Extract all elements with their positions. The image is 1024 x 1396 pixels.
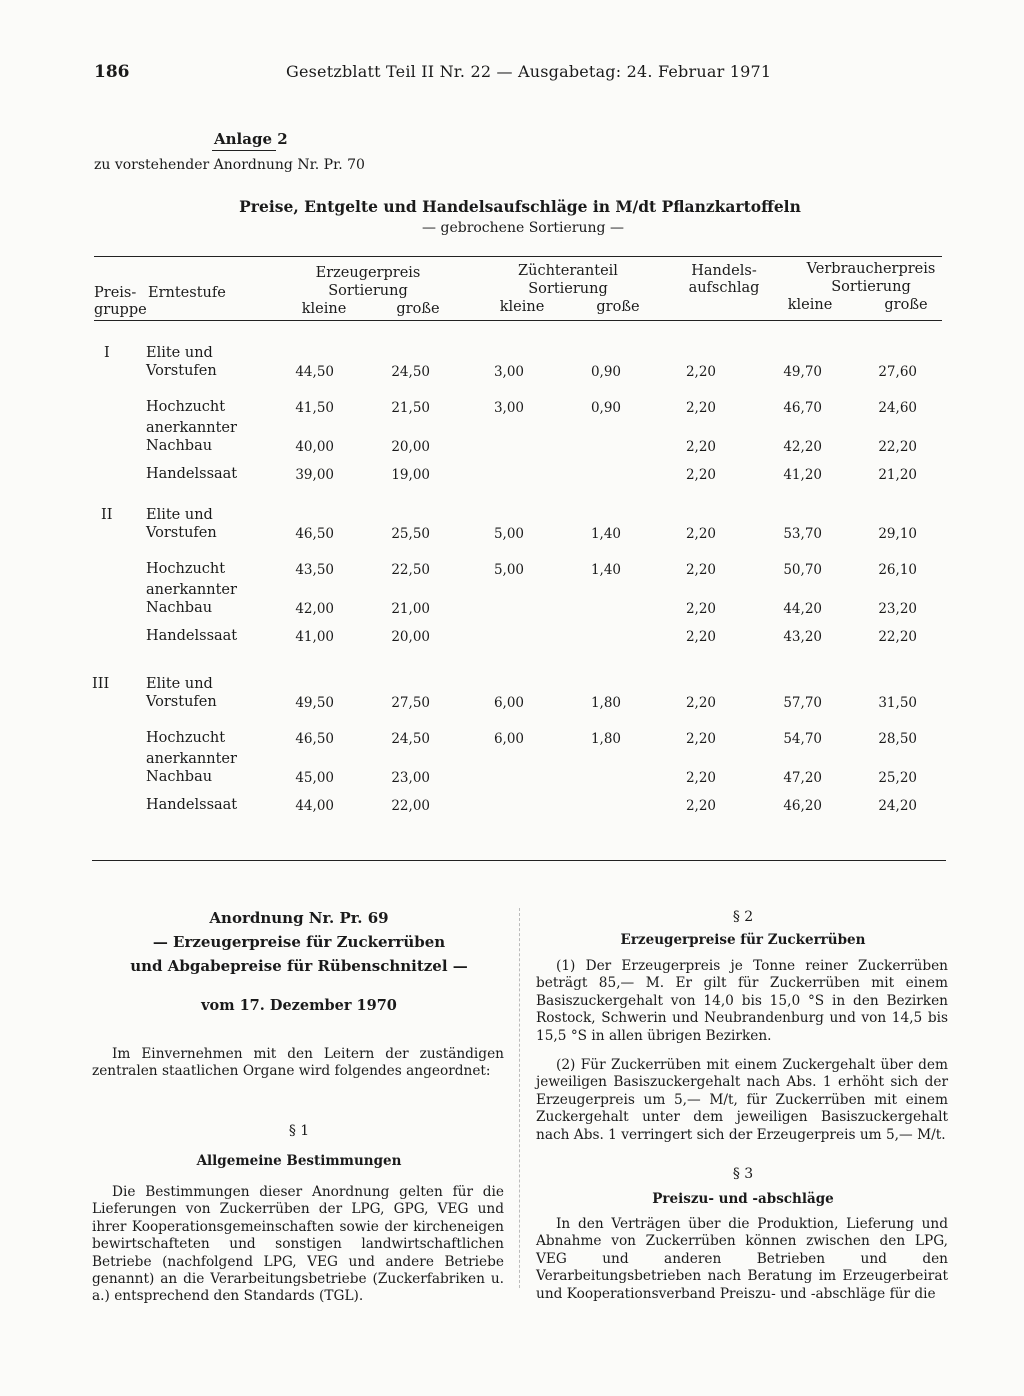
header-erzeuger-kleine: kleine xyxy=(301,301,347,317)
row-label-line-1: anerkannter xyxy=(146,751,237,767)
cell-ek: 46,50 xyxy=(295,731,334,747)
cell-eg: 20,00 xyxy=(391,439,430,455)
cell-eg: 23,00 xyxy=(391,770,430,786)
section-2-title: Erzeugerpreise für Zuckerrüben xyxy=(620,932,866,948)
row-label: Nachbau xyxy=(146,438,213,454)
section-2-paragraph-1: (1) Der Erzeugerpreis je Tonne reiner Zuckerrüben beträgt 85,— M. Er gilt für Zuckerrüben mit einem Basiszuckergehalt von 14,0 bis 15,0 °S in den Bezirken Rostock, Schwerin und Neubrandenburg und von 14,5 bis 15,5 °S in allen übrigen Bezirken. xyxy=(536,958,948,1044)
table-title: Preise, Entgelte und Handelsaufschläge in M/dt Pflanzkartoffeln xyxy=(239,197,801,216)
section-2-paragraph-2: (2) Für Zuckerrüben mit einem Zuckergehalt über dem jeweiligen Basiszuckergehalt nach Abs. 1 erhöht sich der Erzeugerpreis um 5,— M/t, für Zuckerrüben mit einem Zuckergehalt unter dem jeweiligen Basiszuckergehalt nach Abs. 1 verringert sich der Erzeugerpreis um 5,— M/t. xyxy=(536,1057,948,1143)
cell-ek: 44,50 xyxy=(295,364,334,380)
cell-h: 2,20 xyxy=(685,629,716,645)
cell-h: 2,20 xyxy=(685,364,716,380)
cell-h: 2,20 xyxy=(685,731,716,747)
cell-vk: 42,20 xyxy=(783,439,822,455)
cell-vk: 50,70 xyxy=(783,562,822,578)
row-label-line-1: Elite und xyxy=(146,507,213,523)
ordinance-date: vom 17. Dezember 1970 xyxy=(201,997,397,1014)
cell-vk: 49,70 xyxy=(783,364,822,380)
row-label-line-1: anerkannter xyxy=(146,420,237,436)
header-erzeuger-grosse: große xyxy=(396,301,440,317)
row-label: Hochzucht xyxy=(146,561,226,577)
row-label-line-1: Elite und xyxy=(146,676,213,692)
cell-eg: 25,50 xyxy=(391,526,430,542)
cell-ek: 41,50 xyxy=(295,400,334,416)
cell-h: 2,20 xyxy=(685,601,716,617)
row-label: Hochzucht xyxy=(146,399,226,415)
row-label: Handelssaat xyxy=(146,628,238,644)
cell-eg: 24,50 xyxy=(391,731,430,747)
cell-h: 2,20 xyxy=(685,400,716,416)
cell-eg: 21,00 xyxy=(391,601,430,617)
header-handelsaufschlag-2: aufschlag xyxy=(688,280,760,296)
row-label: Nachbau xyxy=(146,769,213,785)
ordinance-title-1: Anordnung Nr. Pr. 69 xyxy=(209,909,389,927)
row-label: Handelssaat xyxy=(146,466,238,482)
cell-ek: 43,50 xyxy=(295,562,334,578)
cell-eg: 22,00 xyxy=(391,798,430,814)
section-1-number: § 1 xyxy=(288,1123,310,1139)
section-2-number: § 2 xyxy=(732,909,754,925)
cell-zg: 1,80 xyxy=(590,695,621,711)
cell-vg: 27,60 xyxy=(878,364,917,380)
cell-zg: 1,40 xyxy=(590,526,621,542)
cell-eg: 19,00 xyxy=(391,467,430,483)
row-label: Vorstufen xyxy=(146,363,217,379)
cell-h: 2,20 xyxy=(685,798,716,814)
cell-zg: 0,90 xyxy=(590,400,621,416)
cell-ek: 49,50 xyxy=(295,695,334,711)
section-1-title: Allgemeine Bestimmungen xyxy=(196,1153,402,1169)
cell-eg: 24,50 xyxy=(391,364,430,380)
cell-ek: 40,00 xyxy=(295,439,334,455)
section-3-text: In den Verträgen über die Produktion, Lieferung und Abnahme von Zuckerrüben können zwischen den LPG, VEG und anderen Betrieben und den Verarbeitungsbetrieben nach Beratung im Erzeugerbeirat und Kooperationsverband Preiszu- und -abschläge für die xyxy=(536,1216,948,1302)
price-group-numeral: I xyxy=(104,345,110,361)
header-erntestufe: Erntestufe xyxy=(148,285,226,301)
cell-vk: 41,20 xyxy=(783,467,822,483)
cell-vg: 29,10 xyxy=(878,526,917,542)
cell-vk: 57,70 xyxy=(783,695,822,711)
header-zuechteranteil: Züchteranteil xyxy=(518,263,618,279)
cell-zk: 3,00 xyxy=(493,400,524,416)
cell-vk: 46,70 xyxy=(783,400,822,416)
annex-subtitle: zu vorstehender Anordnung Nr. Pr. 70 xyxy=(94,157,365,173)
cell-vg: 28,50 xyxy=(878,731,917,747)
cell-vk: 47,20 xyxy=(783,770,822,786)
header-zuechter-sortierung: Sortierung xyxy=(528,281,608,297)
annex-underline xyxy=(212,150,276,151)
cell-zg: 0,90 xyxy=(590,364,621,380)
column-divider xyxy=(519,908,520,1288)
cell-ek: 45,00 xyxy=(295,770,334,786)
table-header-rule xyxy=(94,320,942,321)
cell-eg: 22,50 xyxy=(391,562,430,578)
ordinance-title-2: — Erzeugerpreise für Zuckerrüben xyxy=(152,933,446,951)
annex-label: Anlage 2 xyxy=(214,130,288,148)
cell-vg: 31,50 xyxy=(878,695,917,711)
cell-h: 2,20 xyxy=(685,770,716,786)
cell-ek: 39,00 xyxy=(295,467,334,483)
cell-vg: 24,60 xyxy=(878,400,917,416)
row-label: Hochzucht xyxy=(146,730,226,746)
header-verbraucher-sortierung: Sortierung xyxy=(831,279,911,295)
header-zuechter-grosse: große xyxy=(596,299,640,315)
cell-vg: 22,20 xyxy=(878,629,917,645)
header-erzeuger-sortierung: Sortierung xyxy=(328,283,408,299)
row-label: Vorstufen xyxy=(146,694,217,710)
section-3-number: § 3 xyxy=(732,1166,754,1182)
header-handelsaufschlag-1: Handels- xyxy=(691,263,757,279)
cell-ek: 46,50 xyxy=(295,526,334,542)
cell-vg: 22,20 xyxy=(878,439,917,455)
section-1-text: Die Bestimmungen dieser Anordnung gelten für die Lieferungen von Zuckerrüben der LPG, GPG, VEG und ihrer Kooperationsgemeinschaften sowie der kircheneigen bewirtschafteten und sonstigen landwirtschaftlichen Betriebe (nachfolgend LPG, VEG und andere Betriebe genannt) an die Verarbeitungsbetriebe (Zuckerfabriken u. a.) entsprechend den Standards (TGL). xyxy=(92,1184,504,1305)
cell-vk: 53,70 xyxy=(783,526,822,542)
cell-h: 2,20 xyxy=(685,467,716,483)
header-erzeugerpreis: Erzeugerpreis xyxy=(315,265,421,281)
header-verbraucherpreis: Verbraucherpreis xyxy=(806,261,936,277)
cell-h: 2,20 xyxy=(685,695,716,711)
section-3-title: Preiszu- und -abschläge xyxy=(652,1191,834,1207)
cell-vk: 44,20 xyxy=(783,601,822,617)
row-label: Handelssaat xyxy=(146,797,238,813)
cell-vg: 25,20 xyxy=(878,770,917,786)
cell-zk: 6,00 xyxy=(493,731,524,747)
cell-h: 2,20 xyxy=(685,562,716,578)
cell-zk: 6,00 xyxy=(493,695,524,711)
row-label-line-1: Elite und xyxy=(146,345,213,361)
table-top-rule xyxy=(94,256,942,257)
cell-h: 2,20 xyxy=(685,526,716,542)
cell-eg: 20,00 xyxy=(391,629,430,645)
header-zuechter-kleine: kleine xyxy=(499,299,545,315)
ordinance-title-3: und Abgabepreise für Rübenschnitzel — xyxy=(130,957,468,975)
cell-eg: 21,50 xyxy=(391,400,430,416)
table-subtitle: — gebrochene Sortierung — xyxy=(422,220,624,236)
page-header-title: Gesetzblatt Teil II Nr. 22 — Ausgabetag: 24. Februar 1971 xyxy=(286,62,772,81)
cell-eg: 27,50 xyxy=(391,695,430,711)
table-bottom-rule xyxy=(92,860,946,861)
ordinance-intro: Im Einvernehmen mit den Leitern der zuständigen zentralen staatlichen Organe wird folgendes angeordnet: xyxy=(92,1046,504,1080)
cell-vk: 54,70 xyxy=(783,731,822,747)
cell-h: 2,20 xyxy=(685,439,716,455)
price-group-numeral: II xyxy=(101,507,113,523)
cell-vg: 26,10 xyxy=(878,562,917,578)
cell-ek: 41,00 xyxy=(295,629,334,645)
price-group-numeral: III xyxy=(92,676,110,692)
header-verbraucher-kleine: kleine xyxy=(787,297,833,313)
cell-zg: 1,40 xyxy=(590,562,621,578)
cell-vk: 43,20 xyxy=(783,629,822,645)
row-label: Vorstufen xyxy=(146,525,217,541)
cell-zk: 5,00 xyxy=(493,562,524,578)
cell-vg: 23,20 xyxy=(878,601,917,617)
cell-ek: 44,00 xyxy=(295,798,334,814)
header-preisgruppe-1: Preis- xyxy=(94,285,137,301)
header-preisgruppe-2: gruppe xyxy=(94,302,147,318)
cell-zg: 1,80 xyxy=(590,731,621,747)
row-label-line-1: anerkannter xyxy=(146,582,237,598)
cell-vg: 24,20 xyxy=(878,798,917,814)
cell-zk: 3,00 xyxy=(493,364,524,380)
header-verbraucher-grosse: große xyxy=(884,297,928,313)
cell-zk: 5,00 xyxy=(493,526,524,542)
row-label: Nachbau xyxy=(146,600,213,616)
cell-vk: 46,20 xyxy=(783,798,822,814)
page-number: 186 xyxy=(94,62,130,82)
cell-ek: 42,00 xyxy=(295,601,334,617)
cell-vg: 21,20 xyxy=(878,467,917,483)
